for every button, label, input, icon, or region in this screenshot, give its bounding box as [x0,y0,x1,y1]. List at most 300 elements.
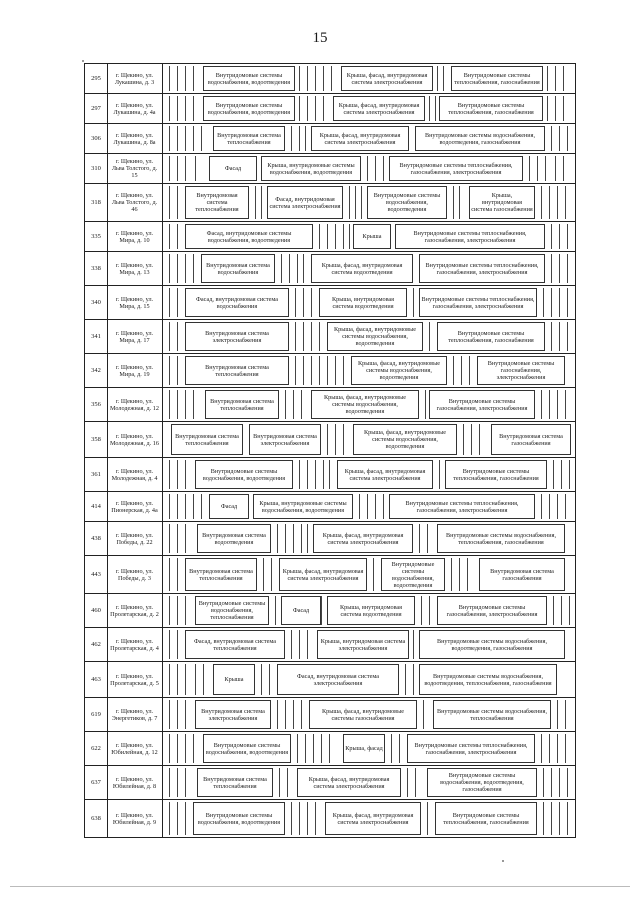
schedule-divider [281,254,282,283]
work-type-cell: Внутридомовая система водоснабжения [201,254,275,283]
work-type-cell: Крыша, внутридомовая система электроснабжения [317,630,409,659]
work-type-cell: Внутридомовые системы теплоснабжения, газоснабжения [435,802,537,835]
schedule-divider [303,322,304,351]
schedule-divider [555,156,556,181]
work-type-cell: Внутридомовые системы водоснабжения, теплоснабжения, газоснабжения [437,524,565,553]
schedule-divider [307,460,308,489]
schedule-divider [177,768,178,797]
schedule-divider [565,734,566,763]
schedule-divider [349,224,350,249]
schedule-divider [269,664,270,695]
schedule-divider [555,96,556,121]
schedule-divider [459,558,460,591]
schedule-divider [295,356,296,385]
schedule-divider [551,322,552,351]
schedule-divider [193,254,194,283]
schedule-divider [399,734,400,763]
schedule-divider [193,126,194,151]
table-row [85,556,575,594]
schedule-divider [169,96,170,121]
schedule-divider [323,96,324,121]
schedule-divider [467,558,468,591]
schedule-divider [567,288,568,317]
row-number: 340 [85,286,108,319]
schedule-divider [185,700,186,729]
work-type-cell: Крыша [213,664,255,695]
schedule-divider [567,254,568,283]
schedule-divider [549,390,550,419]
table-row [85,698,575,732]
schedule-divider [169,558,170,591]
work-type-cell: Крыша, фасад, внутридомовая система электроснабжения [313,524,413,553]
schedule-divider [567,322,568,351]
schedule-divider [563,96,564,121]
schedule-divider [169,356,170,385]
schedule-divider [565,700,566,729]
schedule-divider [307,524,308,553]
schedule-divider [185,66,186,91]
address-cell: г. Щекино, ул. Энергетиков, д. 7 [107,698,163,731]
schedule-divider [169,254,170,283]
schedule-divider [561,460,562,489]
schedule-divider [261,186,262,219]
schedule-divider [301,524,302,553]
work-type-cell: Крыша, внутридомовые системы водоснабжения, водоотведения [253,494,353,519]
schedule-divider [177,460,178,489]
address-cell: г. Щекино, ул. Мира, д. 19 [107,354,163,387]
schedule-divider [427,524,428,553]
schedule-divider [185,524,186,553]
work-type-cell: Внутридомовые системы теплоснабжения, газоснабжения, электроснабжения [395,224,545,249]
work-type-cell: Фасад, внутридомовые системы водоснабжения, водоотведения [185,224,313,249]
schedule-divider [413,630,414,659]
schedule-divider [311,322,312,351]
schedule-divider [303,254,304,283]
schedule-divider [311,288,312,317]
schedule-divider [185,802,186,835]
schedule-divider [185,768,186,797]
schedule-divider [315,802,316,835]
row-number: 341 [85,320,108,353]
row-number: 295 [85,64,108,93]
work-type-cell: Внутридомовые системы газоснабжения, электроснабжения [429,390,535,419]
work-type-cell: Внутридомовая система теплоснабжения [185,356,289,385]
schedule-divider [551,802,552,835]
schedule-divider [303,356,304,385]
schedule-divider [567,802,568,835]
work-type-cell: Крыша, фасад, внутридомовая система электроснабжения [341,66,433,91]
schedule-divider [193,66,194,91]
address-cell: г. Щекино, ул. Мира, д. 13 [107,252,163,285]
schedule-divider [177,524,178,553]
table-row [85,320,575,354]
row-number: 463 [85,662,108,697]
schedule-divider [327,224,328,249]
work-type-cell: Внутридомовая система электроснабжения [195,700,271,729]
schedule-divider [361,186,362,219]
schedule-divider [541,390,542,419]
schedule-divider [169,596,170,625]
row-number: 358 [85,422,108,457]
address-cell: г. Щекино, ул. Лукашина, д. 4а [107,94,163,123]
schedule-divider [299,66,300,91]
schedule-divider [297,734,298,763]
work-type-cell: Крыша, фасад [343,734,385,763]
schedule-divider [367,494,368,519]
schedule-divider [551,768,552,797]
table-row [85,458,575,492]
schedule-divider [565,186,566,219]
work-type-cell: Крыша, фасад, внутридомовые системы водоснабжения, водоотведения [311,390,419,419]
work-type-cell: Фасад, внутридомовая система теплоснабжения [185,630,285,659]
row-number: 356 [85,388,108,421]
schedule-divider [559,288,560,317]
address-cell: г. Щекино, ул. Лукашина, д. 3 [107,64,163,93]
schedule-divider [299,96,300,121]
schedule-divider [327,356,328,385]
row-number: 638 [85,800,108,837]
work-type-cell: Крыша, фасад, внутридомовая система водоотведения [311,254,413,283]
work-type-cell: Крыша, фасад, внутридомовая система электроснабжения [333,96,425,121]
schedule-divider [461,356,462,385]
page-number: 15 [312,30,328,46]
schedule-divider [453,186,454,219]
table-row [85,354,575,388]
schedule-divider [413,664,414,695]
schedule-divider [193,96,194,121]
table-row [85,124,575,154]
schedule-divider [435,96,436,121]
work-type-cell: Внутридомовые системы водоснабжения, водоотведения [203,734,291,763]
schedule-divider [559,254,560,283]
work-type-cell: Внутридомовая система теплоснабжения [205,390,279,419]
schedule-divider [177,734,178,763]
schedule-divider [169,460,170,489]
table-row [85,64,575,94]
schedule-divider [331,66,332,91]
schedule-divider [177,802,178,835]
schedule-divider [459,186,460,219]
work-type-cell: Внутридомовые системы газоснабжения, электроснабжения [437,596,547,625]
schedule-divider [285,524,286,553]
work-type-cell: Крыша, фасад, внутридомовая система электроснабжения [297,768,401,797]
schedule-divider [421,596,422,625]
schedule-divider [293,700,294,729]
address-cell: г. Щекино, ул. Мира, д. 17 [107,320,163,353]
schedule-divider [329,460,330,489]
row-number: 619 [85,698,108,731]
row-number: 335 [85,222,108,251]
schedule-divider [285,390,286,419]
schedule-divider [343,224,344,249]
work-type-cell: Внутридомовые системы теплоснабжения, газоснабжения [439,96,543,121]
schedule-divider [195,156,196,181]
schedule-divider [295,288,296,317]
address-cell: г. Щекино, ул. Мира, д. 10 [107,222,163,251]
schedule-divider [169,802,170,835]
row-number: 622 [85,732,108,765]
address-cell: г. Щекино, ул. Льва Толстого, д. 46 [107,184,163,221]
schedule-divider [255,186,256,219]
schedule-divider [169,66,170,91]
work-type-cell: Внутридомовые системы теплоснабжения, газоснабжения [451,66,543,91]
schedule-divider [177,390,178,419]
schedule-divider [551,126,552,151]
schedule-divider [289,254,290,283]
schedule-divider [567,768,568,797]
work-type-cell: Внутридомовая система теплоснабжения [213,126,285,151]
work-type-cell: Внутридомовая система газоснабжения [479,558,565,591]
work-type-cell: Фасад [209,156,257,181]
work-type-cell: Внутридомовые системы водоснабжения, водоотведения [195,460,293,489]
work-schedule-table [84,63,576,838]
work-type-cell: Крыша, внутридомовая система водоотведения [319,288,407,317]
schedule-divider [169,664,170,695]
work-type-cell: Внутридомовые системы водоснабжения, водоотведения, теплоснабжения, газоснабжения [419,664,557,695]
schedule-divider [275,596,276,625]
work-type-cell: Внутридомовые системы теплоснабжения, газоснабжения, электроснабжения [389,494,535,519]
schedule-divider [549,494,550,519]
address-cell: г. Щекино, ул. Молодежная, д. 4 [107,458,163,491]
work-type-cell: Крыша, фасад, внутридомовые системы водоснабжения, водоотведения [327,322,423,351]
schedule-divider [261,664,262,695]
schedule-divider [375,156,376,181]
schedule-divider [169,288,170,317]
schedule-divider [305,126,306,151]
schedule-divider [305,734,306,763]
work-type-cell: Крыша, фасад, внутридомовая система электроснабжения [325,802,421,835]
schedule-divider [553,596,554,625]
address-cell: г. Щекино, ул. Молодежная, д. 12 [107,388,163,421]
schedule-divider [315,66,316,91]
schedule-divider [567,126,568,151]
schedule-divider [557,734,558,763]
row-number: 443 [85,556,108,593]
schedule-divider [559,768,560,797]
schedule-divider [329,734,330,763]
work-type-cell: Крыша, фасад, внутридомовая система электроснабжения [311,126,409,151]
row-number: 460 [85,594,108,627]
table-row [85,252,575,286]
address-cell: г. Щекино, ул. Молодежная, д. 16 [107,422,163,457]
work-type-cell: Внутридомовые системы водоснабжения, водоотведения [203,66,295,91]
table-row [85,94,575,124]
schedule-divider [559,224,560,249]
schedule-divider [367,156,368,181]
schedule-divider [293,524,294,553]
work-type-cell: Внутридомовая система электроснабжения [185,322,289,351]
schedule-divider [307,66,308,91]
schedule-divider [185,494,186,519]
schedule-divider [201,494,202,519]
address-cell: г. Щекино, ул. Пролетарская, д. 2 [107,594,163,627]
schedule-divider [185,596,186,625]
table-row [85,286,575,320]
schedule-divider [551,254,552,283]
schedule-divider [359,494,360,519]
schedule-divider [425,390,426,419]
schedule-divider [321,596,322,625]
schedule-divider [177,224,178,249]
work-type-cell: Внутридомовые системы теплоснабжения, газоснабжения [445,460,547,489]
schedule-divider [321,734,322,763]
schedule-divider [451,558,452,591]
schedule-divider [169,224,170,249]
schedule-divider [291,630,292,659]
schedule-divider [195,664,196,695]
schedule-divider [413,288,414,317]
schedule-divider [429,96,430,121]
schedule-divider [429,596,430,625]
schedule-divider [335,356,336,385]
schedule-divider [335,424,336,455]
schedule-divider [311,356,312,385]
schedule-divider [169,734,170,763]
address-cell: г. Щекино, ул. Пролетарская, д. 5 [107,662,163,697]
schedule-divider [429,322,430,351]
schedule-divider [537,156,538,181]
row-number: 310 [85,154,108,183]
schedule-divider [543,768,544,797]
schedule-divider [549,734,550,763]
schedule-divider [323,66,324,91]
schedule-divider [177,664,178,695]
schedule-divider [551,224,552,249]
schedule-divider [557,390,558,419]
schedule-divider [551,288,552,317]
schedule-divider [293,390,294,419]
schedule-divider [453,356,454,385]
schedule-divider [479,424,480,455]
schedule-divider [343,424,344,455]
schedule-divider [427,802,428,835]
table-row [85,492,575,522]
table-row [85,800,575,838]
row-number: 438 [85,522,108,555]
row-number: 361 [85,458,108,491]
schedule-divider [569,460,570,489]
schedule-divider [315,460,316,489]
schedule-divider [177,596,178,625]
work-type-cell: Внутридомовые системы теплоснабжения, газоснабжения, электроснабжения [419,254,545,283]
schedule-divider [471,424,472,455]
work-type-cell: Внутридомовые системы водоснабжения, водоотведения, газоснабжения [427,768,537,797]
schedule-divider [299,126,300,151]
schedule-divider [299,630,300,659]
schedule-divider [383,494,384,519]
address-cell: г. Щекино, ул. Победы, д. 3 [107,556,163,593]
row-number: 342 [85,354,108,387]
schedule-divider [315,96,316,121]
schedule-divider [177,322,178,351]
row-number: 338 [85,252,108,285]
schedule-divider [301,390,302,419]
schedule-divider [565,494,566,519]
table-row [85,154,575,184]
schedule-divider [313,734,314,763]
work-type-cell: Внутридомовая система теплоснабжения [171,424,243,455]
schedule-divider [373,558,374,591]
schedule-divider [263,558,264,591]
schedule-divider [177,288,178,317]
schedule-divider [177,356,178,385]
row-number: 297 [85,94,108,123]
work-type-cell: Внутридомовые системы водоснабжения, теплоснабжения [433,700,551,729]
scan-artifact [10,886,630,887]
schedule-divider [201,126,202,151]
schedule-divider [185,664,186,695]
work-type-cell: Фасад [281,596,321,625]
schedule-divider [557,186,558,219]
address-cell: г. Щекино, ул. Мира, д. 15 [107,286,163,319]
schedule-divider [557,494,558,519]
work-type-cell: Внутридомовая система теплоснабжения [185,558,257,591]
work-type-cell: Внутридомовая система водоотведения [197,524,271,553]
schedule-divider [169,186,170,219]
work-type-cell: Крыша, внутридомовая система газоснабжения [469,186,535,219]
schedule-divider [277,524,278,553]
schedule-divider [301,700,302,729]
work-type-cell: Внутридомовые системы водоснабжения, теплоснабжения [195,596,269,625]
row-number: 414 [85,492,108,521]
schedule-divider [185,156,186,181]
schedule-divider [177,630,178,659]
work-type-cell: Фасад [209,494,249,519]
schedule-divider [547,66,548,91]
schedule-divider [327,424,328,455]
schedule-divider [437,66,438,91]
schedule-divider [541,186,542,219]
schedule-divider [299,802,300,835]
table-row [85,184,575,222]
schedule-divider [529,156,530,181]
schedule-divider [443,66,444,91]
schedule-divider [203,664,204,695]
row-number: 637 [85,766,108,799]
schedule-divider [541,734,542,763]
schedule-divider [169,494,170,519]
table-row [85,388,575,422]
schedule-divider [193,390,194,419]
scan-speck [502,860,504,862]
address-cell: г. Щекино, ул. Победы, д. 22 [107,522,163,555]
work-type-cell: Внутридомовые системы водоснабжения, водоотведения [193,802,285,835]
schedule-divider [169,524,170,553]
schedule-divider [567,224,568,249]
schedule-divider [185,734,186,763]
address-cell: г. Щекино, ул. Пролетарская, д. 4 [107,628,163,661]
table-row [85,628,575,662]
schedule-divider [177,156,178,181]
schedule-divider [463,424,464,455]
work-type-cell: Внутридомовые системы водоснабжения, водоотведения [203,96,295,121]
schedule-divider [559,126,560,151]
schedule-divider [291,802,292,835]
schedule-divider [307,96,308,121]
work-type-cell: Крыша, фасад, внутридомовые системы водоснабжения, водоотведения [351,356,447,385]
schedule-divider [355,186,356,219]
schedule-divider [559,322,560,351]
schedule-divider [177,558,178,591]
schedule-divider [285,700,286,729]
address-cell: г. Щекино, ул. Пионерская, д. 4а [107,492,163,521]
work-type-cell: Внутридомовые системы теплоснабжения, газоснабжения [437,322,545,351]
schedule-divider [323,460,324,489]
address-cell: г. Щекино, ул. Юбилейная, д. 9 [107,800,163,837]
work-type-cell: Внутридомовые системы водоснабжения, водоотведения, газоснабжения [415,126,545,151]
schedule-divider [299,460,300,489]
schedule-divider [169,768,170,797]
